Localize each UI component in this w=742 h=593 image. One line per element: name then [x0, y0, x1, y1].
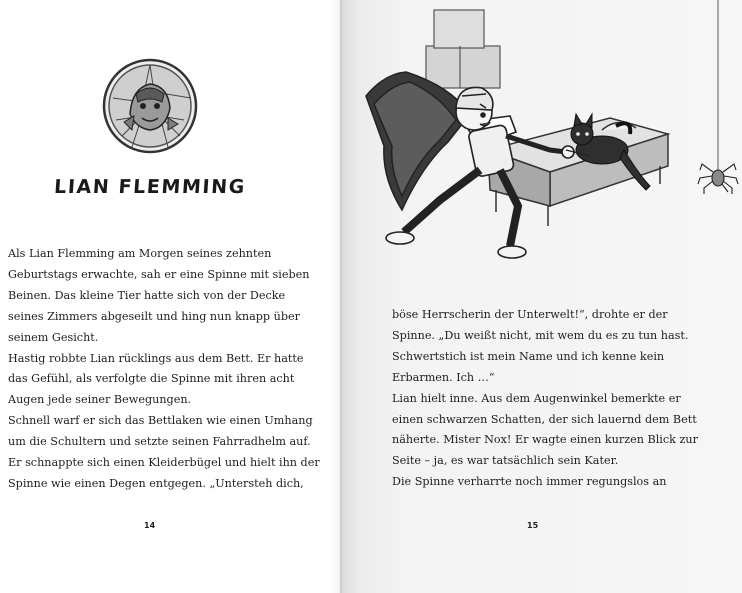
page-number-left: 14	[144, 521, 156, 530]
page-number-right: 15	[527, 521, 539, 530]
text-line: Schwertstich ist mein Name und ich kenne kein	[392, 349, 665, 363]
left-page-text	[8, 244, 320, 495]
text-line: Augen jede seiner Bewegungen.	[8, 393, 192, 407]
text-line: Die Spinne verharrte noch immer regungslos an	[392, 475, 667, 489]
text-line: einen schwarzen Schatten, der sich lauernd dem Bett	[392, 412, 697, 426]
text-line: Spinne. „Du weißt nicht, mit wem du es zu tun hast.	[392, 328, 689, 342]
text-line: seines Zimmers abgeseilt und hing nun knapp über	[8, 309, 300, 323]
text-line: das Gefühl, als verfolgte die Spinne mit ihren acht	[8, 372, 295, 386]
text-line: um die Schultern und setzte seinen Fahrradhelm auf.	[8, 435, 311, 449]
text-line: Seite – ja, es war tatsächlich sein Kater.	[392, 454, 619, 468]
text-line: Lian hielt inne. Aus dem Augenwinkel bemerkte er	[392, 391, 681, 405]
text-line: Schnell warf er sich das Bettlaken wie einen Umhang	[8, 414, 313, 428]
text-line: Spinne wie einen Degen entgegen. „Untersteh dich,	[8, 476, 304, 490]
text-line: Beinen. Das kleine Tier hatte sich von der Decke	[8, 288, 286, 302]
text-line: böse Herrscherin der Unterwelt!“, drohte er der	[392, 308, 668, 321]
text-line: Geburtstags erwachte, sah er eine Spinne mit sieben	[8, 267, 310, 281]
boy-with-cape-hanger-sword-bed-cat-spider-illustration	[340, 0, 742, 270]
text-line: Hastig robbte Lian rücklings aus dem Bett. Er hatte	[8, 351, 304, 365]
text-line: Als Lian Flemming am Morgen seines zehnten	[8, 247, 272, 260]
text-line: Er schnappte sich einen Kleiderbügel und hielt ihn der	[8, 456, 320, 470]
chapter-title: LIAN FLEMMING	[53, 176, 247, 198]
text-line: näherte. Mister Nox! Er wagte einen kurzen Blick zur	[392, 433, 698, 447]
right-page-text	[392, 305, 698, 493]
text-line: Erbarmen. Ich …“	[392, 370, 495, 384]
chapter-medallion-illustration	[102, 58, 198, 154]
text-line: seinem Gesicht.	[8, 330, 99, 344]
